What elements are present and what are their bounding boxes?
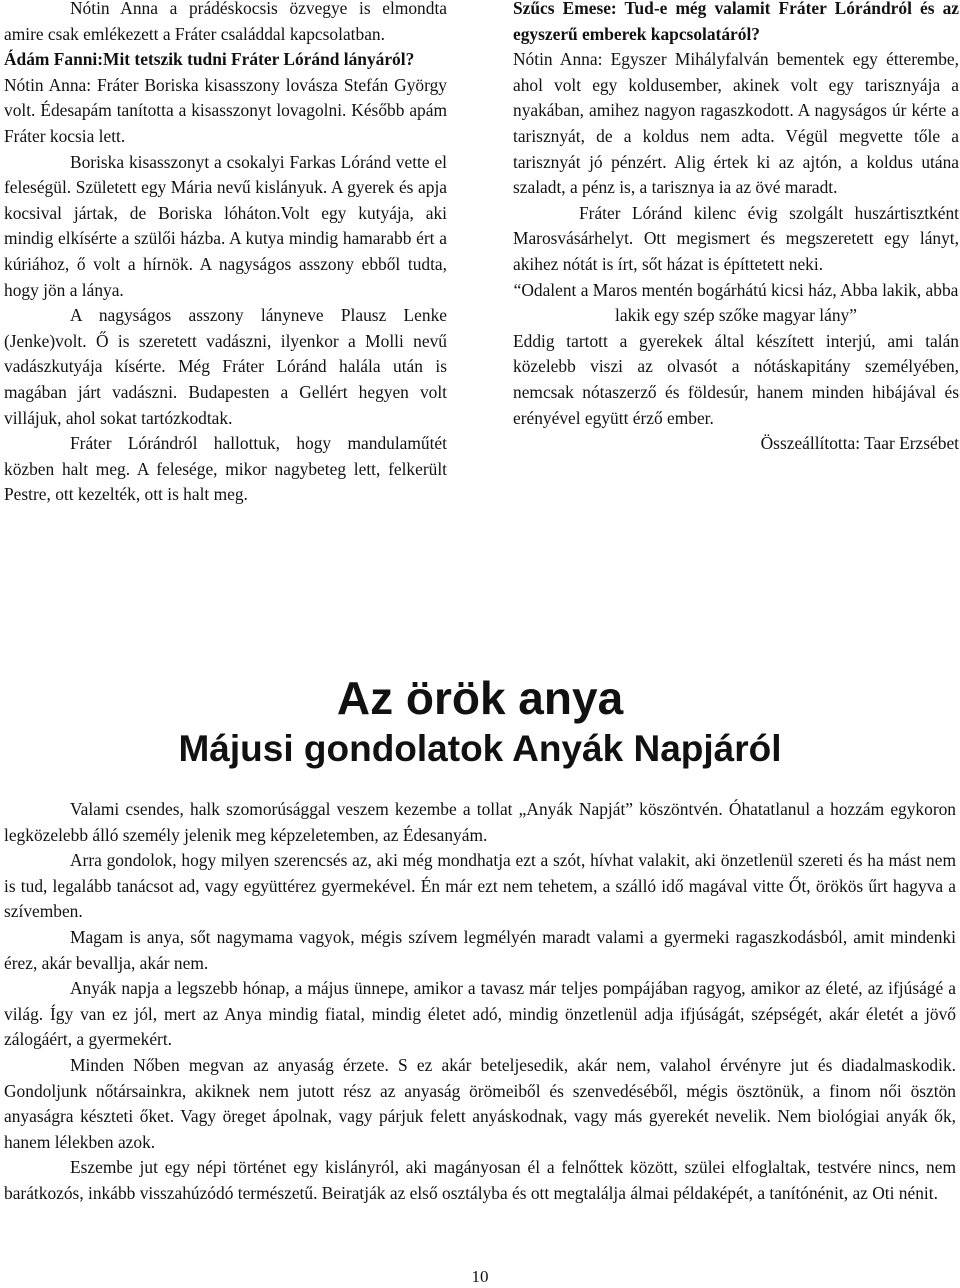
right-column (513, 0, 959, 457)
paragraph: Eddig tartott a gyerekek által készített interjú, ami talán közelebb viszi az olvasót a nótáskapitány személyében, nemcsak nótaszerző és földesúr, hanem minden hibájával és erényével együtt érző ember. (513, 330, 959, 428)
article-paragraph: Anyák napja a legszebb hónap, a május ünnepe, amikor a tavasz már teljes pompájában ragyog, amikor az életé, az ifjúságé a világ. Így van ez jól, mert az Anya mindig fiatal, mindig életet adó, mindig önzetlenül adja ifjúságát, szépségét, akár életét a jövő zálogáért, a gyermekért. (4, 978, 956, 1050)
interview-question: Szűcs Emese: Tud-e még valamit Fráter Lórándról és az egyszerű emberek kapcsolatáról? (513, 0, 959, 44)
left-column (4, 0, 447, 508)
author-credit: Összeállította: Taar Erzsébet (760, 433, 959, 454)
song-quote: “Odalent a Maros mentén bogárhátú kicsi ház, Abba lakik, abba lakik egy szép szőke magyar lány” (513, 279, 959, 326)
paragraph: A nagyságos asszony lányneve Plausz Lenke (Jenke)volt. Ő is szeretett vadászni, ilyenkor a Molli nevű vadászkutyája kísérte. Még Fráter Lóránd halála után is magában járt vadászni. Budapesten a Gellért hegyen volt villájuk, ahol sokat tartózkodtak. (4, 305, 447, 428)
paragraph: Fráter Lórándról hallottuk, hogy mandulaműtét közben halt meg. A felesége, mikor nagybeteg lett, felkerült Pestre, ott kezelték, ott is halt meg. (4, 433, 447, 505)
article-paragraph: Eszembe jut egy népi történet egy kislányról, aki magányosan él a felnőttek között, szülei elfoglaltak, testvére nincs, nem barátkozós, inkább visszahúzódó természetű. Beiratják az első osztályba és ott megtalálja álmai példaképét, a tanítónénit, az Oti nénit. (4, 1157, 956, 1203)
article-title: Az örök anya (336, 672, 624, 724)
paragraph: Nótin Anna a prádéskocsis özvegye is elmondta amire csak emlékezett a Fráter családdal kapcsolatban. (4, 0, 447, 44)
article-paragraph: Valami csendes, halk szomorúsággal veszem kezembe a tollat „Anyák Napját” köszöntvén. Óhatatlanul a hozzám egykoron legközelebb álló személy jelenik meg képzeletemben, az Édesanyám. (4, 799, 956, 845)
paragraph: Nótin Anna: Egyszer Mihályfalván bementek egy étterembe, ahol volt egy koldusember, akinek volt egy tarisznyája a nyakában, amihez nagyon ragaszkodott. A nagyságos úr kérte a tarisznyát, de a koldus nem adta. Végül megvette tőle a tarisznyát jó pénzért. Alig értek ki az ajtón, a koldus utána szaladt, a pénz is, a tarisznya ia az övé maradt. (513, 49, 959, 198)
article-paragraph: Arra gondolok, hogy milyen szerencsés az, aki még mondhatja ezt a szót, hívhat valakit, aki önzetlenül szereti és ha mást nem is tud, legalább tanácsot ad, vagy együttérez gyermekével. Én már ezt nem tehetem, a szálló idő magával vitte Őt, örökös űrt hagyva a szívemben. (4, 850, 956, 922)
paragraph: Nótin Anna: Fráter Boriska kisasszony lovásza Stefán György volt. Édesapám tanította a kisasszonyt lovagolni. Később apám Fráter kocsia lett. (4, 74, 447, 146)
interview-question: Ádám Fanni:Mit tetszik tudni Fráter Lóránd lányáról? (4, 49, 415, 70)
article-subtitle: Májusi gondolatok Anyák Napjáról (178, 728, 782, 769)
paragraph: Fráter Lóránd kilenc évig szolgált huszártisztként Marosvásárhelyt. Ott megismert és megszeretett egy lányt, akihez nótát is írt, sőt házat is építtetett neki. (513, 202, 959, 274)
article-body (4, 797, 956, 1207)
paragraph: Boriska kisasszonyt a csokalyi Farkas Lóránd vette el feleségül. Született egy Mária nevű kislányuk. A gyerek és apja kocsival jártak, de Boriska lóháton.Volt egy kutyája, aki mindig elkísérte a szülői házba. A kutya mindig hamarabb ért a kúriához, ő volt a hírnök. A nagyságos asszony ebből tudta, hogy jön a lánya. (4, 151, 447, 300)
page-number: 10 (471, 1267, 489, 1286)
article-paragraph: Magam is anya, sőt nagymama vagyok, mégis szívem legmélyén maradt valami a gyermeki ragaszkodásból, amit mindenki érez, akár bevallja, akár nem. (4, 926, 956, 973)
article-paragraph: Minden Nőben megvan az anyaság érzete. S ez akár beteljesedik, akár nem, valahol érvényre jut és diadalmaskodik. Gondoljunk nőtársainkra, akiknek nem jutott rész az anyaság örömeiből és szenvedéséből, mégis ösztönük, a finom női ösztön anyaságra készteti őket. Vagy öreget ápolnak, vagy párjuk felett anyáskodnak, vagy más gyerekét nevelik. Nem biológiai anyák ők, hanem lélekben azok. (4, 1054, 956, 1152)
